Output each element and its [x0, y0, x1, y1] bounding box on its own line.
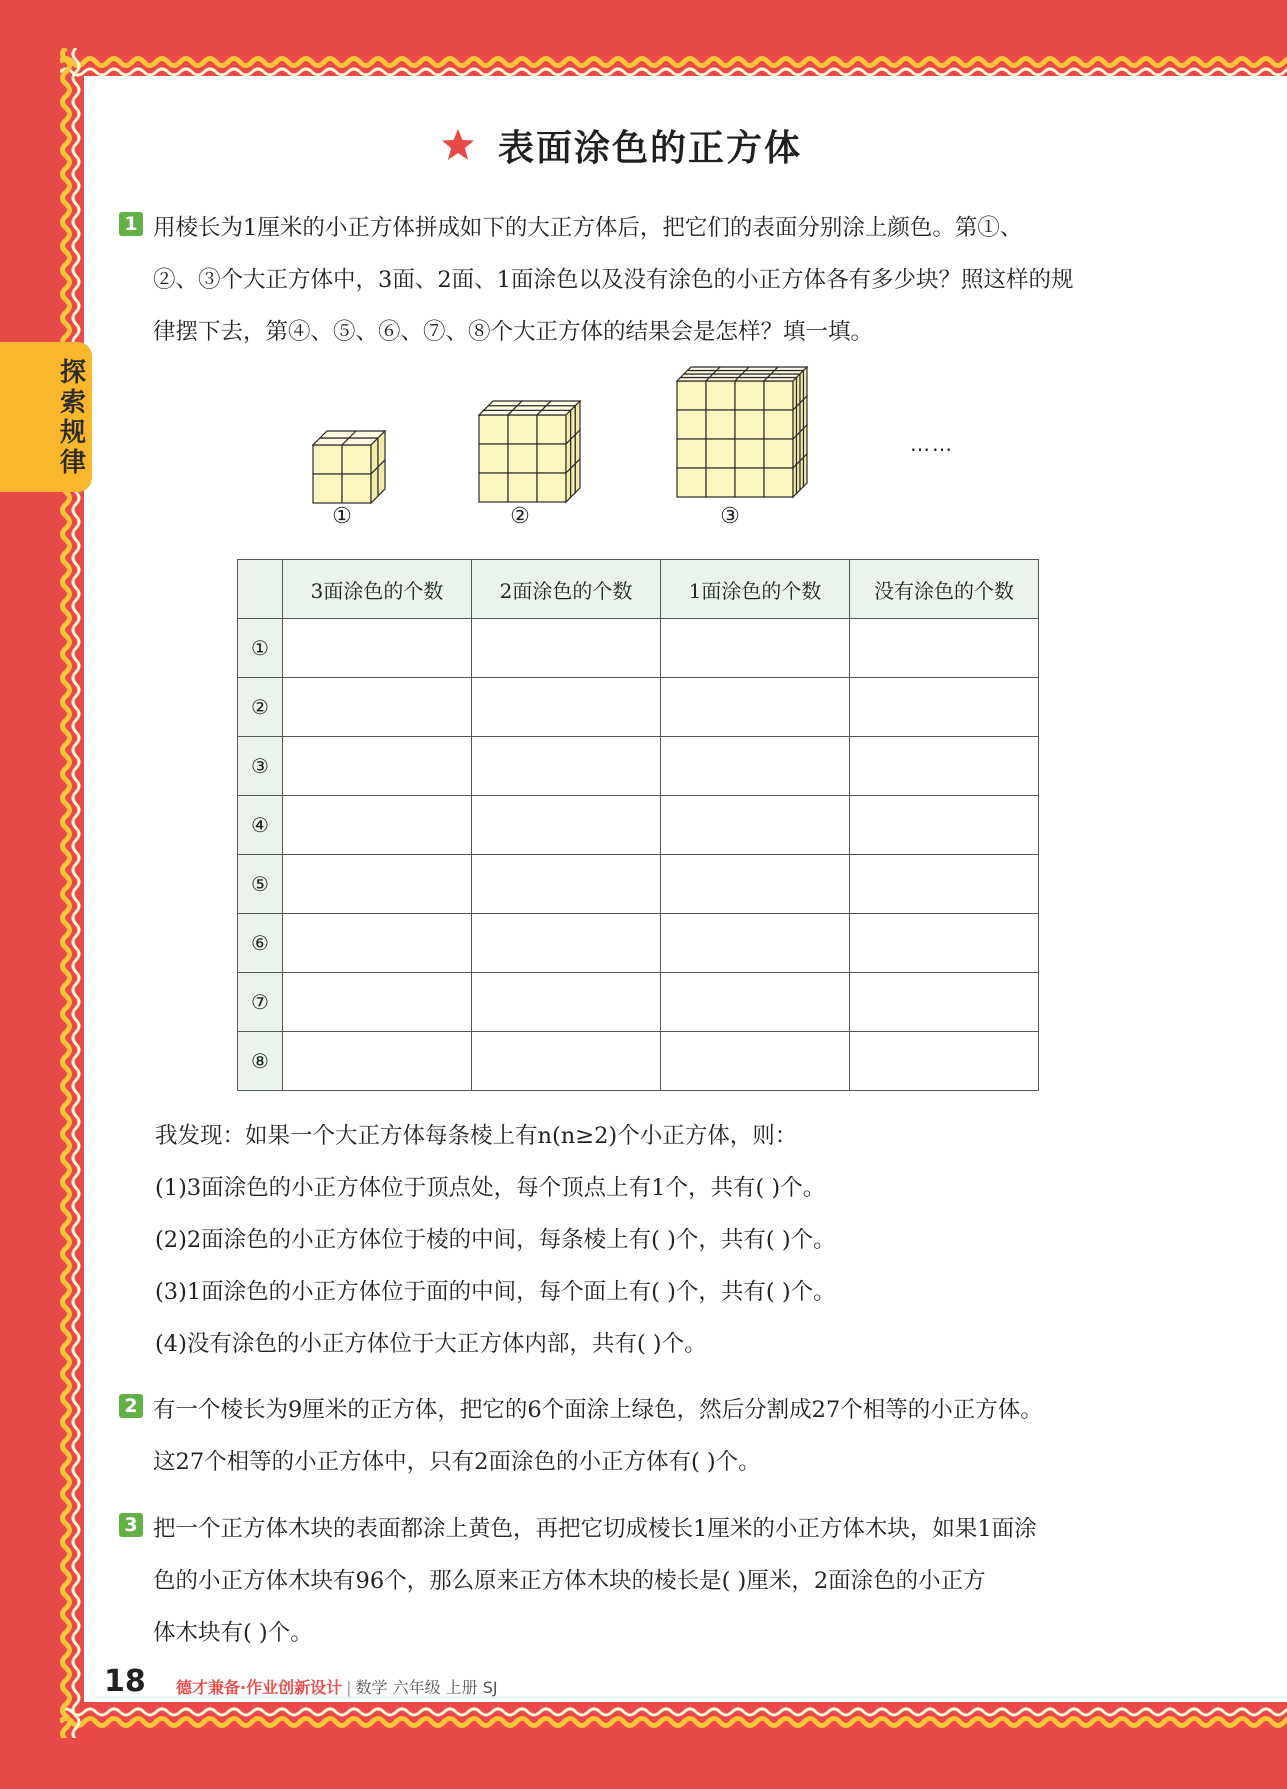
cube-cell [735, 381, 764, 410]
question-2-number: 2 [119, 1394, 143, 1418]
question-3-line-1: 把一个正方体木块的表面都涂上黄色，再把它切成棱长1厘米的小正方体木块，如果1面涂 [153, 1516, 1037, 1542]
cube-figure-3 [676, 366, 816, 504]
cube-cell [717, 367, 750, 371]
finding-4: (4)没有涂色的小正方体位于大正方体内部，共有( )个。 [155, 1331, 707, 1357]
cube-cell [804, 367, 808, 400]
cube-cell [546, 401, 580, 406]
cube-cell [688, 367, 721, 371]
question-3-line-2: 色的小正方体木块有96个，那么原来正方体木块的棱长是( )厘米，2面涂色的小正方 [153, 1568, 986, 1594]
answer-cell[interactable] [850, 914, 1039, 973]
question-1-line-1: 用棱长为1厘米的小正方体拼成如下的大正方体后，把它们的表面分别涂上颜色。第①、 [153, 215, 1023, 241]
cube-cell [575, 459, 580, 493]
cube-cell [479, 410, 513, 415]
cube-cell [706, 439, 735, 468]
footer-text [176, 1675, 498, 1698]
answer-cell[interactable] [850, 1032, 1039, 1091]
cube-cell [342, 445, 371, 474]
cube-figure-1 [312, 430, 392, 504]
answer-cell[interactable] [472, 678, 661, 737]
cube-cell [804, 396, 808, 429]
answer-cell[interactable] [661, 973, 850, 1032]
cube-cell [677, 468, 706, 497]
cube-cell [775, 367, 808, 371]
cube-cell [566, 439, 571, 473]
answer-cell[interactable] [472, 796, 661, 855]
table-header-row [238, 560, 1039, 619]
answer-cell[interactable] [283, 619, 472, 678]
table-row-index: ④ [238, 796, 283, 855]
side-tab-label: 探 索 规 律 [59, 358, 86, 478]
table-row-index: ⑤ [238, 855, 283, 914]
table-row [238, 914, 1039, 973]
question-2-line-2: 这27个相等的小正方体中，只有2面涂色的小正方体有( )个。 [153, 1449, 761, 1475]
cube-cell [575, 430, 580, 464]
table-row [238, 855, 1039, 914]
cube-figure-2 [478, 400, 588, 504]
answer-cell[interactable] [472, 855, 661, 914]
answer-cell[interactable] [472, 737, 661, 796]
answer-cell[interactable] [283, 796, 472, 855]
cube-cell [804, 425, 808, 458]
answer-cell[interactable] [850, 796, 1039, 855]
question-2-line-1: 有一个棱长为9厘米的正方体，把它的6个面涂上绿色，然后分割成27个相等的小正方体。 [153, 1397, 1043, 1423]
answer-cell[interactable] [472, 619, 661, 678]
cube-cell [508, 473, 537, 502]
cube-cell [508, 444, 537, 473]
cube-cell [313, 474, 342, 503]
wave-border-left [52, 48, 88, 1738]
answer-cell[interactable] [850, 678, 1039, 737]
footer-brand: 德才兼备·作业创新设计 [176, 1678, 343, 1697]
findings-intro: 我发现：如果一个大正方体每条棱上有n(n≥2)个小正方体，则： [155, 1123, 798, 1149]
answer-cell[interactable] [850, 619, 1039, 678]
answer-cell[interactable] [661, 914, 850, 973]
table-row-index: ⑥ [238, 914, 283, 973]
table-row [238, 619, 1039, 678]
answer-cell[interactable] [472, 914, 661, 973]
answer-cell[interactable] [850, 737, 1039, 796]
answer-table [237, 559, 1039, 1091]
table-row-index: ② [238, 678, 283, 737]
answer-cell[interactable] [283, 855, 472, 914]
table-row-index: ③ [238, 737, 283, 796]
cube-cell [677, 410, 706, 439]
cube-cell [479, 473, 508, 502]
star-icon [440, 127, 476, 163]
cube-cell [513, 406, 547, 411]
answer-cell[interactable] [661, 737, 850, 796]
cube-cell [566, 468, 571, 502]
answer-cell[interactable] [661, 619, 850, 678]
cube-label-1: ① [332, 504, 352, 529]
table-header-cell: 3面涂色的个数 [283, 560, 472, 619]
cube-cell [484, 406, 518, 411]
wave-border-top [60, 48, 1287, 84]
cube-cell [479, 444, 508, 473]
table-corner-cell [238, 560, 283, 619]
footer-book-info: 数学 六年级 上册 SJ [355, 1678, 498, 1697]
table-header-cell: 没有涂色的个数 [850, 560, 1039, 619]
cube-cell [488, 401, 522, 406]
answer-cell[interactable] [661, 678, 850, 737]
cube-label-2: ② [510, 504, 530, 529]
answer-cell[interactable] [661, 796, 850, 855]
question-3-number: 3 [119, 1513, 143, 1537]
table-row [238, 737, 1039, 796]
cube-cell [378, 460, 385, 496]
question-1-line-2: ②、③个大正方体中，3面、2面、1面涂色以及没有涂色的小正方体各有多少块？照这样的规 [153, 267, 1074, 293]
cube-cell [508, 415, 537, 444]
cube-cell [342, 474, 371, 503]
cube-cell [735, 468, 764, 497]
finding-3: (3)1面涂色的小正方体位于面的中间，每个面上有( )个，共有( )个。 [155, 1279, 836, 1305]
page-title: 表面涂色的正方体 [498, 127, 803, 169]
table-row-index: ⑧ [238, 1032, 283, 1091]
cube-cell [677, 381, 706, 410]
answer-cell[interactable] [472, 1032, 661, 1091]
cube-cell [542, 406, 576, 411]
answer-cell[interactable] [283, 1032, 472, 1091]
cube-cell [508, 410, 542, 415]
answer-cell[interactable] [850, 855, 1039, 914]
wave-border-bottom [60, 1700, 1287, 1736]
answer-cell[interactable] [283, 973, 472, 1032]
cube-cell [764, 410, 793, 439]
table-row [238, 973, 1039, 1032]
cube-label-3: ③ [720, 504, 740, 529]
answer-cell[interactable] [850, 973, 1039, 1032]
cube-cell [571, 435, 576, 469]
answer-cell[interactable] [661, 855, 850, 914]
table-header-cell: 1面涂色的个数 [661, 560, 850, 619]
cube-cell [804, 454, 808, 487]
cube-cell [313, 445, 342, 474]
cube-cell [575, 401, 580, 435]
cube-cell [371, 467, 378, 503]
ellipsis: …… [910, 432, 954, 456]
cube-cell [706, 410, 735, 439]
question-3-line-3: 体木块有( )个。 [153, 1620, 313, 1646]
cube-cell [764, 439, 793, 468]
cube-cell [537, 473, 566, 502]
table-row-index: ⑦ [238, 973, 283, 1032]
finding-1: (1)3面涂色的小正方体位于顶点处，每个顶点上有1个，共有( )个。 [155, 1175, 826, 1201]
answer-cell[interactable] [472, 973, 661, 1032]
table-header-cell: 2面涂色的个数 [472, 560, 661, 619]
table-row [238, 678, 1039, 737]
cube-cell [571, 406, 576, 440]
table-row-index: ① [238, 619, 283, 678]
cube-cell [735, 439, 764, 468]
question-1-line-3: 律摆下去，第④、⑤、⑥、⑦、⑧个大正方体的结果会是怎样？填一填。 [153, 319, 874, 345]
cube-cell [706, 468, 735, 497]
cube-cell [677, 439, 706, 468]
cube-cell [479, 415, 508, 444]
table-row [238, 1032, 1039, 1091]
cube-cell [706, 381, 735, 410]
cube-cell [537, 410, 571, 415]
answer-cell[interactable] [283, 914, 472, 973]
answer-cell[interactable] [661, 1032, 850, 1091]
table-row [238, 796, 1039, 855]
cube-cell [735, 410, 764, 439]
footer-separator: | [346, 1678, 352, 1697]
answer-cell[interactable] [283, 678, 472, 737]
cube-cell [566, 410, 571, 444]
title-row [440, 120, 802, 170]
cube-cell [517, 401, 551, 406]
cube-cell [537, 444, 566, 473]
answer-cell[interactable] [283, 737, 472, 796]
question-1-number: 1 [119, 212, 143, 236]
cube-cell [764, 468, 793, 497]
cube-cell [764, 381, 793, 410]
cube-cell [571, 464, 576, 498]
cube-cell [746, 367, 779, 371]
page-number: 18 [104, 1664, 146, 1699]
finding-2: (2)2面涂色的小正方体位于棱的中间，每条棱上有( )个，共有( )个。 [155, 1227, 836, 1253]
cube-cell [537, 415, 566, 444]
